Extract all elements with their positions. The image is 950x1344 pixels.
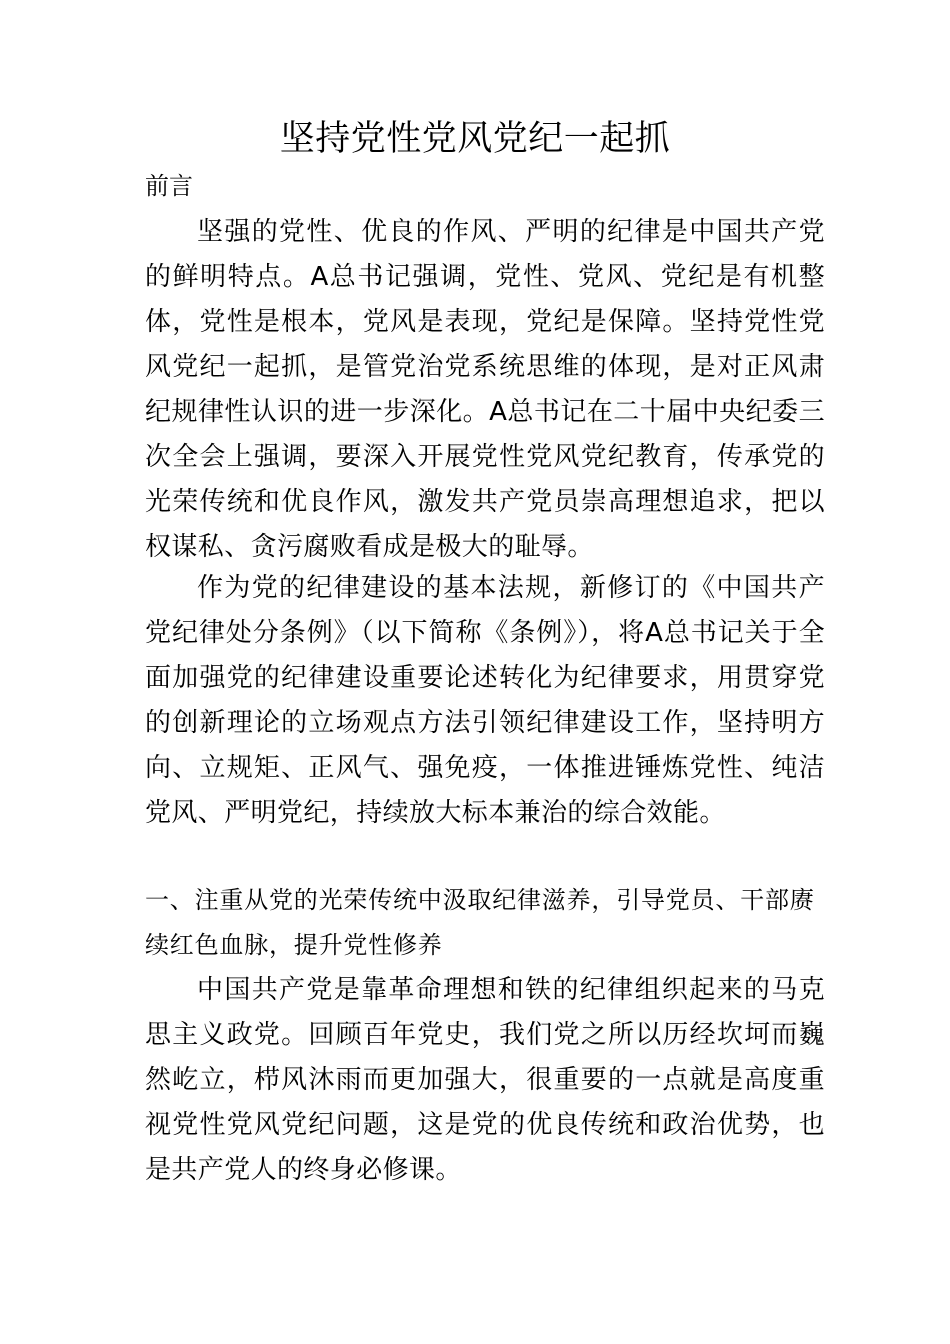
- preface-label: 前言: [145, 172, 193, 200]
- document-title: 坚持党性党风党纪一起抓: [279, 119, 671, 159]
- body-paragraph-2: 作为党的纪律建设的基本法规，新修订的《中国共产党纪律处分条例》（以下简称《条例》），将A总书记关于全面加强党的纪律建设重要论述转化为纪律要求，用贯穿党的创新理论的立场观点方法引领纪律建设工作，坚持明方向、立规矩、正风气、强免疫，一体推进锤炼党性、纯洁党风、严明党纪，持续放大标本兼治的综合效能。: [145, 573, 825, 828]
- body-paragraph-3: 中国共产党是靠革命理想和铁的纪律组织起来的马克思主义政党。回顾百年党史，我们党之所以历经坎坷而巍然屹立，栉风沐雨而更加强大，很重要的一点就是高度重视党性党风党纪问题，这是党的优良传统和政治优势，也是共产党人的终身必修课。: [145, 975, 825, 1185]
- body-paragraph-1: 坚强的党性、优良的作风、严明的纪律是中国共产党的鲜明特点。A总书记强调，党性、党风、党纪是有机整体，党性是根本，党风是表现，党纪是保障。坚持党性党风党纪一起抓，是管党治党系统思维的体现，是对正风肃纪规律性认识的进一步深化。A总书记在二十届中央纪委三次全会上强调，要深入开展党性党风党纪教育，传承党的光荣传统和优良作风，激发共产党员崇高理想追求，把以权谋私、贪污腐败看成是极大的耻辱。: [145, 217, 825, 562]
- section-heading-1: 一、注重从党的光荣传统中汲取纪律滋养，引导党员、干部赓续红色血脉，提升党性修养: [145, 886, 815, 959]
